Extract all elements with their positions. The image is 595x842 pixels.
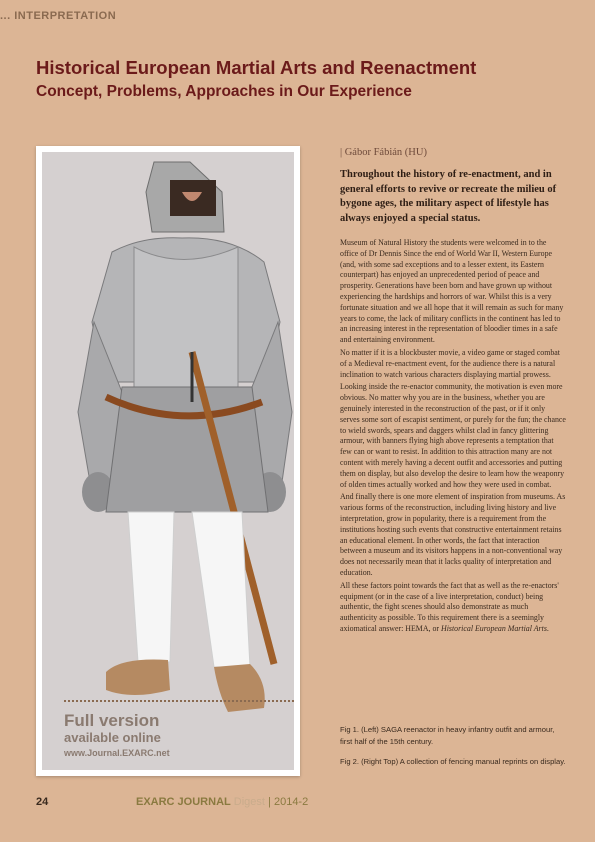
body-paragraph: And finally there is one more element of inspiration from museums. As various forms of the reconstruction, including living history and live interpretation, grow in popularity, there is a requirement from the institutions hosting such events that constructive entertainment retains an educational element. In other words, the fact that interaction between a museum and its visitors happens in a non-conventional way does not necessarily mean that it lacks quality of interpretation and education.: [340, 492, 566, 577]
figure-caption-2: Fig 2. (Right Top) A collection of fencing manual reprints on display.: [340, 757, 566, 766]
article-title: Historical European Martial Arts and Reenactment: [36, 57, 477, 78]
reenactor-photo: [36, 146, 300, 776]
lead-paragraph: Throughout the history of re-enactment, and in general efforts to revive or recreate the milieu of bygone ages, the military aspect of lifestyle has always enjoyed a special status.: [340, 169, 557, 224]
promo-block: [64, 712, 170, 760]
journal-issue: | 2014-2: [268, 796, 309, 808]
body-text: All these factors point towards the fact that as well as the re-enactors' equipment (or in the case of a live interpretation, conduct) being authentic, the fight scenes should also demonstrate as much authenticity as possible. To this requirement there is a seemingly axiomatical answer: HEMA, or: [340, 580, 559, 633]
promo-full-version: Full version: [64, 711, 160, 730]
journal-footer: [136, 796, 308, 808]
body-paragraph: Looking inside the re-enactor community, the motivation is even more obvious. No matter why you are in the business, whether you are genuinely interested in the reconstruction of the past, or if it only serves some sort of escapist sentiment, or purely for the fun; the chance to wield swords, spears and daggers whilst clad in fancy glittering armour, with banners flying high above represents a temptation that few can or want to resist. In addition to this attraction many are not content with merely having a decent outfit and accessories and putting them on display, but also develop the desire to learn how the weaponry of olden times actually worked and how they were used in combat.: [340, 382, 566, 489]
body-paragraph: No matter if it is a blockbuster movie, a video game or staged combat of a Medieval re-enactment event, for the audience there is a natural inclination to watch various characters displaying martial prowess.: [340, 347, 560, 379]
promo-available: available online: [64, 730, 161, 745]
article-body: [340, 238, 566, 637]
section-header: ... INTERPRETATION: [0, 10, 117, 22]
promo-url-link[interactable]: www.Journal.EXARC.net: [64, 748, 170, 758]
armored-knight-illustration: [42, 152, 294, 770]
journal-digest: Digest: [233, 796, 265, 808]
figure-caption-1: Fig 1. (Left) SAGA reenactor in heavy infantry outfit and armour, first half of the 15th century.: [340, 725, 555, 746]
article-subtitle: Concept, Problems, Approaches in Our Experience: [36, 83, 412, 100]
body-paragraph: Museum of Natural History the students were welcomed in to the office of Dr Dennis Since the end of World War II, Western Europe (and, with some sad exceptions and to a lesser extent, its Eastern counterpart) has enjoyed an unprecedented period of peace and prosperity. Generations have been born and have grown up without experiencing the hardships and horrors of war. Whilst this is a very fortunate situation and we all hope that it will remain as such for many years to come, the lack of military conflicts in the continent has led to an increasing interest in the representation of bloodier times in a safe and entertaining environment.: [340, 238, 564, 345]
body-text: .: [546, 623, 549, 633]
author-byline: | Gábor Fábián (HU): [340, 147, 427, 158]
photo-background: [42, 152, 294, 770]
article-title-block: [36, 57, 576, 103]
journal-name: EXARC JOURNAL: [136, 796, 231, 808]
promo-divider: [64, 700, 294, 702]
body-italic: Historical European Martial Arts: [441, 623, 547, 633]
page-number: 24: [36, 796, 49, 808]
body-paragraph: [340, 581, 566, 635]
